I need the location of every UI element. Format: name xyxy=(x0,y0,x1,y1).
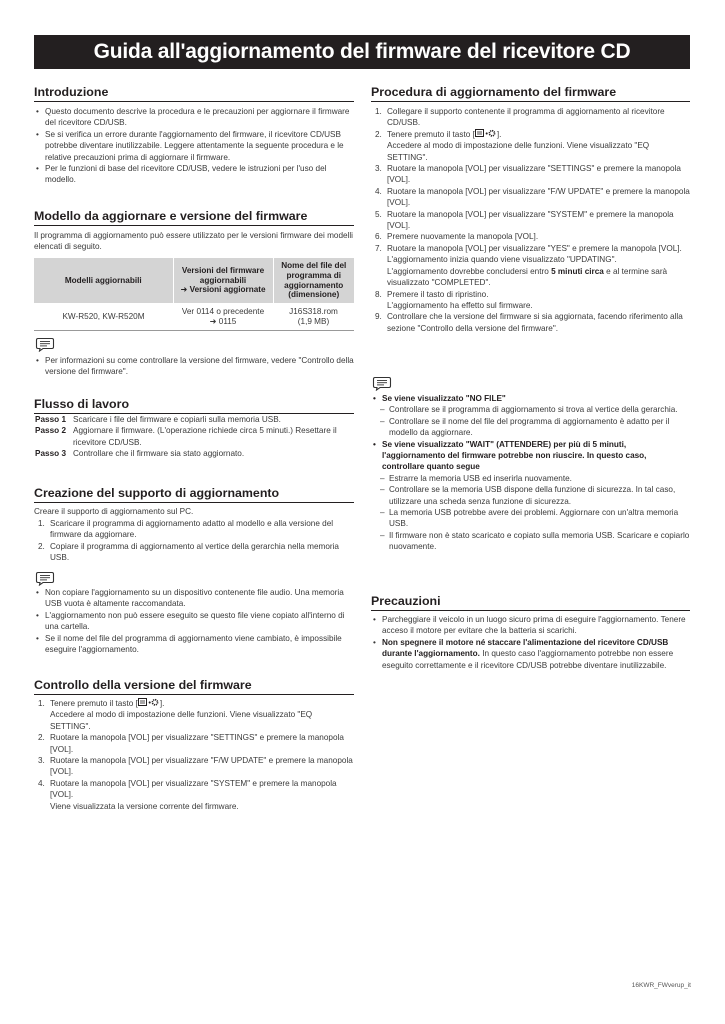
flow-step: Passo 1 Scaricare i file del firmware e copiarli sulla memoria USB. xyxy=(35,415,281,424)
models-table xyxy=(34,258,354,331)
nofile-heading: • Se viene visualizzato "NO FILE" xyxy=(371,393,690,404)
intro-bullet: • Per le funzioni di base del ricevitore CD/USB, vedere le istruzioni per l'uso del modello. xyxy=(34,163,354,186)
memo-icon xyxy=(35,571,55,586)
wait-item: – La memoria USB potrebbe avere dei problemi. Aggiornare con un'altra memoria USB. xyxy=(380,507,690,530)
flow-step: Passo 2 Aggiornare il firmware. (L'operazione richiede circa 5 minuti.) Resettare il ricevitore CD/USB. xyxy=(35,426,337,447)
check-step: 2. Ruotare la manopola [VOL] per visualizzare "SETTINGS" e premere la manopola [VOL]. xyxy=(38,733,344,754)
check-step: 3. Ruotare la manopola [VOL] per visualizzare "F/W UPDATE" e premere la manopola [VOL]. xyxy=(38,756,353,777)
procedure-heading: Procedura di aggiornamento del firmware xyxy=(371,85,690,102)
media-note: • L'aggiornamento non può essere eseguito se questo file viene copiato all'interno di una cartella. xyxy=(34,610,354,633)
table-header-models: Modelli aggiornabili xyxy=(34,258,173,303)
svg-text:•: • xyxy=(147,699,152,707)
procedure-step: 1. Collegare il supporto contenente il programma di aggiornamento al ricevitore CD/USB. xyxy=(375,107,665,128)
nofile-item: – Controllare se il programma di aggiornamento si trova al vertice della gerarchia. xyxy=(380,404,690,415)
procedure-step: 8. Premere il tasto di ripristino. L'aggiornamento ha effetto sul firmware. xyxy=(375,289,533,310)
table-cell-versions: Ver 0114 o precedente ➜ 0115 xyxy=(173,303,273,331)
flow-steps xyxy=(34,414,354,460)
models-intro-text: Il programma di aggiornamento può essere utilizzato per le versioni firmware dei modelli elencati di seguito. xyxy=(34,231,354,252)
precaution-item: • Parcheggiare il veicolo in un luogo sicuro prima di eseguire l'aggiornamento. Tenere acceso il motore per evitare che la batteria si scarichi. xyxy=(371,614,690,637)
media-step: 1. Scaricare il programma di aggiornamento adatto al modello e alla versione del firmware da aggiornare. xyxy=(38,519,334,540)
media-heading: Creazione del supporto di aggiornamento xyxy=(34,486,354,503)
page-title: Guida all'aggiornamento del firmware del ricevitore CD xyxy=(34,35,690,69)
procedure-step: 4. Ruotare la manopola [VOL] per visualizzare "F/W UPDATE" e premere la manopola [VOL]. xyxy=(375,186,690,208)
procedure-steps xyxy=(371,106,690,334)
wait-heading: • Se viene visualizzato "WAIT" (ATTENDERE) per più di 5 minuti, l'aggiornamento del firmware potrebbe non riuscire. In questo caso, controllare quanto segue xyxy=(371,439,690,473)
procedure-step: 7. Ruotare la manopola [VOL] per visualizzare "YES" e premere la manopola [VOL]. L'aggiornamento inizia quando viene visualizzato "UPDATING". L'aggiornamento dovrebbe concludersi entro 5 minuti circa e al termine sarà visualizzato "COMPLETED". xyxy=(375,243,682,288)
wait-item: – Estrarre la memoria USB ed inserirla nuovamente. xyxy=(380,473,690,484)
intro-heading: Introduzione xyxy=(34,85,354,102)
media-step: 2. Copiare il programma di aggiornamento al vertice della gerarchia nella memoria USB. xyxy=(38,541,339,563)
memo-icon xyxy=(372,376,392,391)
table-cell-models: KW-R520, KW-R520M xyxy=(34,303,173,331)
menu-settings-key-icon xyxy=(138,698,160,707)
nofile-item: – Controllare se il nome del file del programma di aggiornamento è adatto per il modello da aggiornare. xyxy=(380,416,690,439)
table-header-versions: Versioni del firmware aggiornabili ➜ Versioni aggiornate xyxy=(173,258,273,303)
check-step: 1. Tenere premuto il tasto [ • ]. Accedere al modo di impostazione delle funzioni. Viene visualizzato "EQ SETTING". xyxy=(38,699,313,731)
document-code: 16KWR_FWverup_it xyxy=(631,982,691,989)
memo-icon xyxy=(35,337,55,352)
models-table-wrap xyxy=(34,258,354,331)
precaution-item: • Non spegnere il motore né staccare l'alimentazione del ricevitore CD/USB durante l'aggiornamento. In questo caso l'aggiornamento potrebbe non essere eseguito correttamente e il ricevitore CD/USB potrebbe diventare inutilizzabile. xyxy=(371,637,690,671)
media-note: • Non copiare l'aggiornamento su un dispositivo contenente file audio. Una memoria USB vuota è altamente raccomandata. xyxy=(34,587,354,610)
precautions-list xyxy=(371,614,690,671)
procedure-step: 2. Tenere premuto il tasto [ • ]. Accedere al modo di impostazione delle funzioni. Viene visualizzato "EQ SETTING". xyxy=(375,129,650,162)
check-step: 4. Ruotare la manopola [VOL] per visualizzare "SYSTEM" e premere la manopola [VOL]. Viene visualizzata la versione corrente del firmware. xyxy=(38,778,337,811)
check-steps xyxy=(34,698,354,812)
intro-bullet: • Questo documento descrive la procedura e le precauzioni per aggiornare il firmware del ricevitore CD/USB. xyxy=(34,106,354,129)
table-header-file: Nome del file del programma di aggiornamento (dimensione) xyxy=(273,258,354,303)
menu-settings-key-icon xyxy=(475,129,497,138)
flow-step: Passo 3 Controllare che il firmware sia stato aggiornato. xyxy=(35,449,245,459)
flow-heading: Flusso di lavoro xyxy=(34,397,354,414)
media-notes xyxy=(34,587,354,655)
svg-text:•: • xyxy=(484,129,489,138)
procedure-step: 6. Premere nuovamente la manopola [VOL]. xyxy=(375,232,539,242)
intro-bullet: • Se si verifica un errore durante l'aggiornamento del firmware, il ricevitore CD/USB potrebbe diventare inutilizzabile. Leggere attentamente la seguente procedura e le relative precauzioni prima di aggiornare il firmware. xyxy=(34,129,354,163)
procedure-step: 5. Ruotare la manopola [VOL] per visualizzare "SYSTEM" e premere la manopola [VOL]. xyxy=(375,209,674,231)
table-cell-file: J16S318.rom (1,9 MB) xyxy=(273,303,354,331)
media-note: • Se il nome del file del programma di aggiornamento viene cambiato, è impossibile eseguire l'aggiornamento. xyxy=(34,633,354,656)
models-heading: Modello da aggiornare e versione del firmware xyxy=(34,209,354,226)
precautions-heading: Precauzioni xyxy=(371,594,690,611)
wait-item: – Il firmware non è stato scaricato e copiato sulla memoria USB. Scaricare e copiarlo nuovamente. xyxy=(380,530,690,553)
troubleshooting xyxy=(371,393,690,553)
procedure-step: 9. Controllare che la versione del firmware si sia aggiornata, facendo riferimento alla sezione "Controllo della versione del firmware". xyxy=(375,312,683,333)
models-note: • Per informazioni su come controllare la versione del firmware, vedere "Controllo della versione del firmware". xyxy=(34,355,354,378)
wait-item: – Controllare se la memoria USB dispone della funzione di sicurezza. In tal caso, utilizzare una scheda senza funzione di sicurezza. xyxy=(380,484,690,507)
check-heading: Controllo della versione del firmware xyxy=(34,678,354,695)
media-intro-text: Creare il supporto di aggiornamento sul PC. xyxy=(34,507,194,516)
procedure-step: 3. Ruotare la manopola [VOL] per visualizzare "SETTINGS" e premere la manopola [VOL]. xyxy=(375,164,681,185)
intro-section xyxy=(34,106,354,186)
media-steps xyxy=(34,518,354,564)
